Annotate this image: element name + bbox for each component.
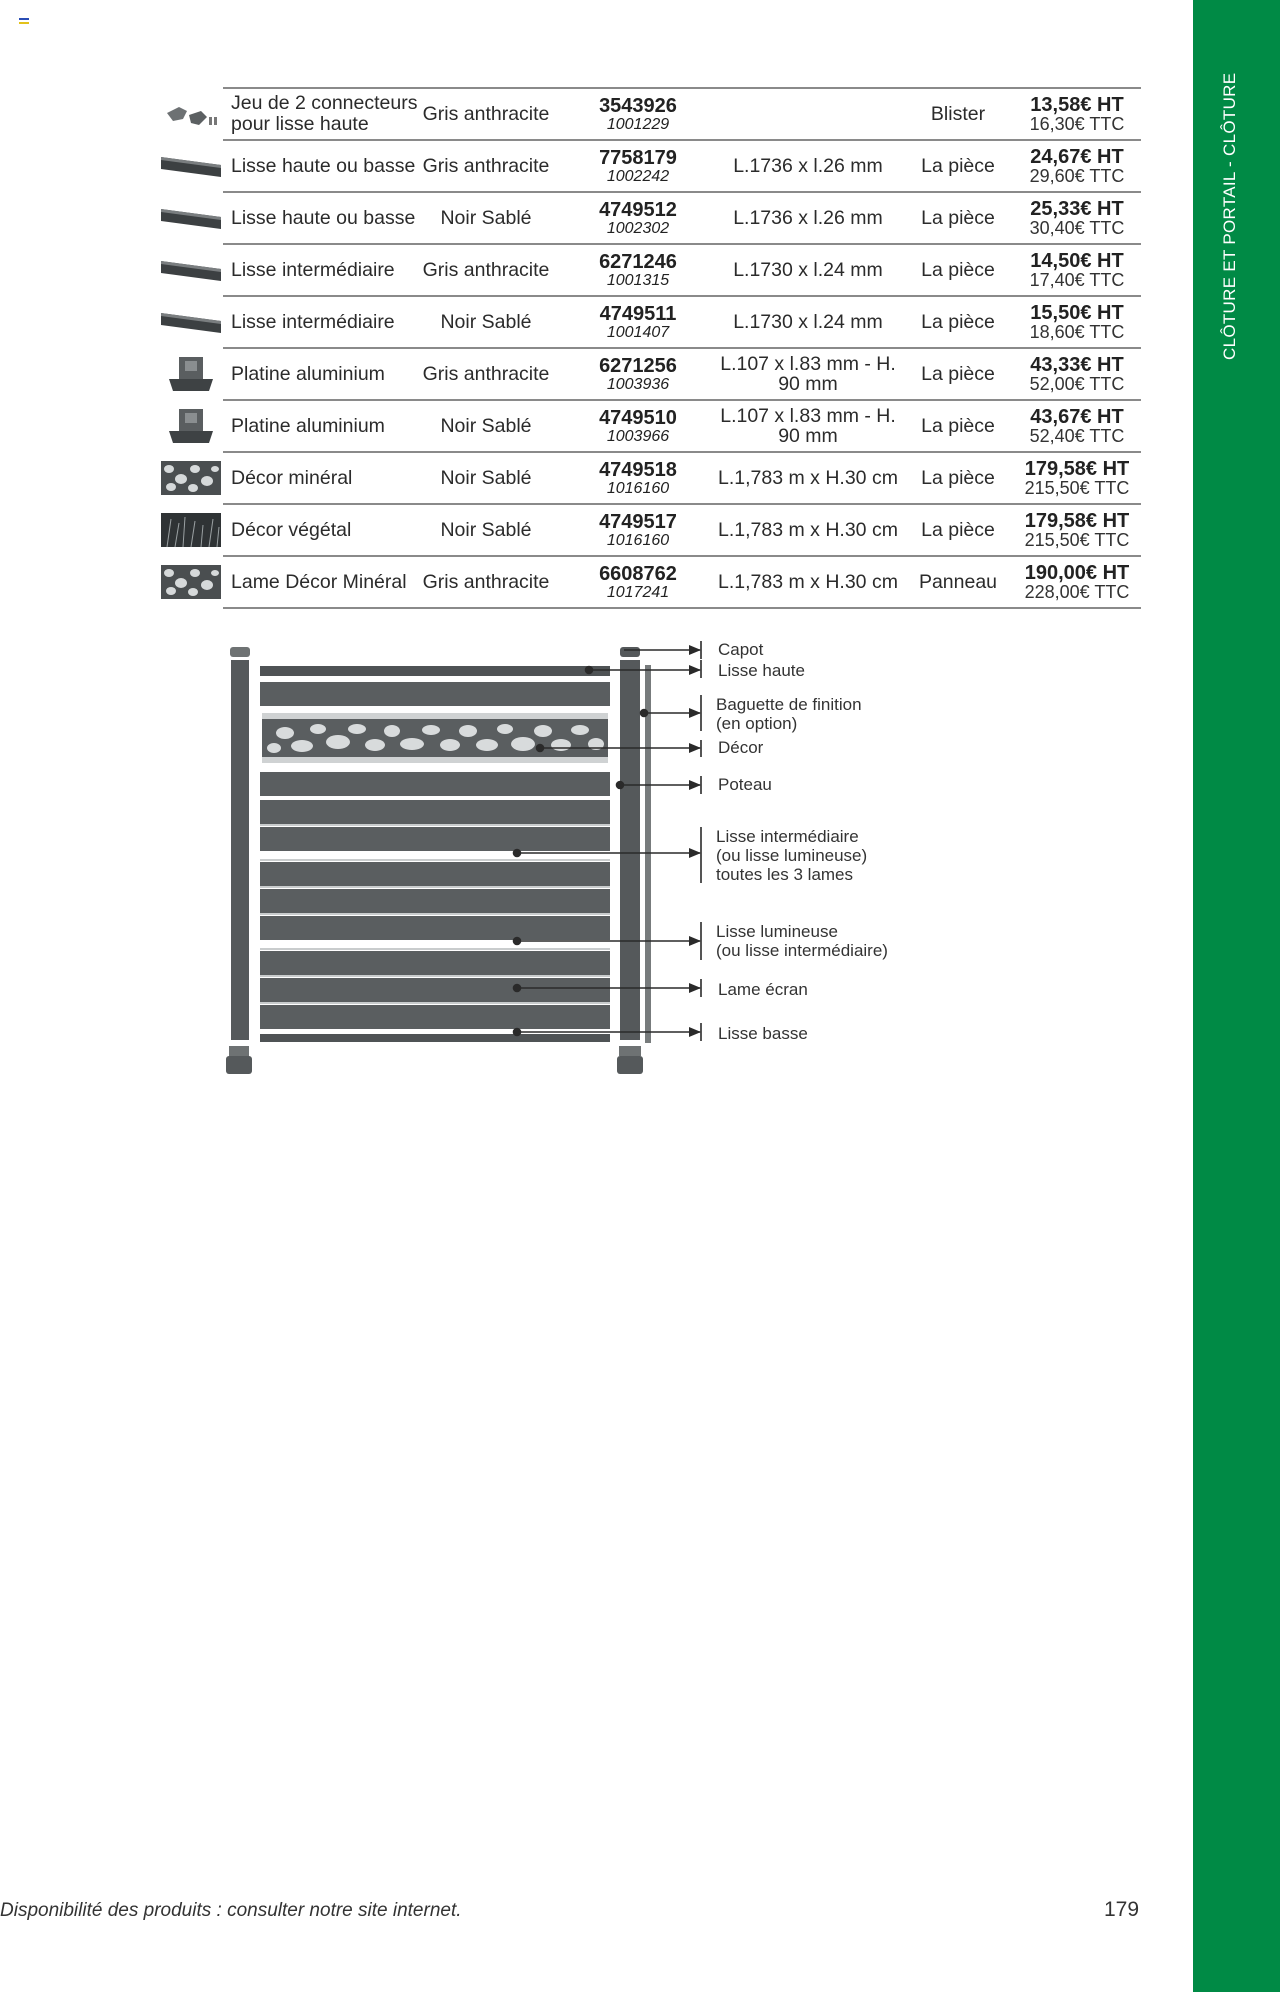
product-name: Lame Décor Minéral xyxy=(231,570,407,593)
sub-reference-code: 1003966 xyxy=(606,427,670,445)
product-name: Platine aluminium xyxy=(231,362,385,385)
price-ttc: 18,60€ TTC xyxy=(1029,321,1125,342)
sub-reference-code: 1016160 xyxy=(606,479,670,497)
fence-slat xyxy=(260,862,610,886)
sub-reference-code: 1017241 xyxy=(606,583,670,601)
label-poteau: Poteau xyxy=(718,775,772,794)
price-ttc: 52,00€ TTC xyxy=(1029,373,1125,394)
fence-slat xyxy=(260,951,610,975)
fence-slat xyxy=(260,827,610,851)
price-ht: 43,67€ HT xyxy=(1030,405,1124,428)
fence-slat xyxy=(260,800,610,824)
product-unit: La pièce xyxy=(921,414,995,437)
label-decor: Décor xyxy=(718,738,764,757)
price-ht: 13,58€ HT xyxy=(1030,93,1124,116)
price-ht: 14,50€ HT xyxy=(1030,249,1124,272)
product-name: Lisse haute ou basse xyxy=(231,154,416,177)
sub-reference-code: 1001315 xyxy=(606,271,670,289)
price-ttc: 228,00€ TTC xyxy=(1024,581,1130,602)
product-name: Lisse haute ou basse xyxy=(231,206,416,229)
left-post xyxy=(226,647,252,1074)
label-lisse-intermediaire: Lisse intermédiaire (ou lisse lumineuse) toutes les 3 lames xyxy=(716,827,868,884)
page-number: 179 xyxy=(1104,1898,1140,1921)
product-color: Noir Sablé xyxy=(440,414,532,437)
price-ttc: 17,40€ TTC xyxy=(1029,269,1125,290)
fence-slat xyxy=(260,682,610,706)
product-dimensions: L.107 x l.83 mm - H. 90 mm xyxy=(720,405,896,447)
slat-gap xyxy=(260,1002,610,1004)
fence-slat xyxy=(260,889,610,913)
product-color: Noir Sablé xyxy=(440,206,532,229)
product-dimensions: L.1730 x l.24 mm xyxy=(733,259,883,281)
product-unit: La pièce xyxy=(921,206,995,229)
label-capot: Capot xyxy=(718,640,764,659)
product-unit: La pièce xyxy=(921,154,995,177)
screen-slats xyxy=(260,772,610,1029)
label-lisse-haute: Lisse haute xyxy=(718,661,805,680)
product-name: Platine aluminium xyxy=(231,414,385,437)
slat-gap xyxy=(260,913,610,915)
price-ttc: 215,50€ TTC xyxy=(1024,529,1130,550)
product-color: Noir Sablé xyxy=(440,310,532,333)
product-color: Gris anthracite xyxy=(422,362,550,385)
product-unit: La pièce xyxy=(921,258,995,281)
product-name: Lisse intermédiaire xyxy=(231,310,395,333)
label-baguette: Baguette de finition (en option) xyxy=(716,695,862,733)
product-dimensions: L.1,783 m x H.30 cm xyxy=(718,519,898,541)
sub-reference-code: 1002242 xyxy=(606,167,670,185)
price-ht: 24,67€ HT xyxy=(1030,145,1124,168)
fence-slat xyxy=(260,978,610,1002)
reference-code: 6271246 xyxy=(599,250,677,273)
product-color: Noir Sablé xyxy=(440,466,532,489)
product-color: Gris anthracite xyxy=(422,154,550,177)
product-dimensions: L.1,783 m x H.30 cm xyxy=(718,467,898,489)
product-name: Décor végétal xyxy=(231,518,352,541)
sub-reference-code: 1001229 xyxy=(606,115,670,133)
label-lisse-lumineuse: Lisse lumineuse (ou lisse intermédiaire) xyxy=(716,922,888,960)
product-unit: Panneau xyxy=(918,570,998,593)
product-dimensions: L.1736 x l.26 mm xyxy=(733,155,883,177)
fence-slat xyxy=(260,1005,610,1029)
price-ht: 190,00€ HT xyxy=(1024,561,1130,584)
product-unit: La pièce xyxy=(921,518,995,541)
product-dimensions: L.1,783 m x H.30 cm xyxy=(718,571,898,593)
price-ttc: 29,60€ TTC xyxy=(1029,165,1125,186)
sub-reference-code: 1003936 xyxy=(606,375,670,393)
product-color: Gris anthracite xyxy=(422,258,550,281)
product-unit: La pièce xyxy=(921,466,995,489)
product-name: Jeu de 2 connecteurs pour lisse haute xyxy=(231,92,418,135)
fence-slat xyxy=(260,916,610,940)
price-ttc: 16,30€ TTC xyxy=(1029,113,1125,134)
slat-gap xyxy=(260,859,610,861)
product-unit: La pièce xyxy=(921,362,995,385)
sub-reference-code: 1016160 xyxy=(606,531,670,549)
slat-gap xyxy=(260,975,610,977)
label-lisse-basse: Lisse basse xyxy=(718,1024,808,1043)
product-unit: La pièce xyxy=(921,310,995,333)
price-ht: 43,33€ HT xyxy=(1030,353,1124,376)
fence-slat xyxy=(260,772,610,796)
reference-code: 4749518 xyxy=(599,458,677,481)
product-dimensions: L.1736 x l.26 mm xyxy=(733,207,883,229)
reference-code: 4749512 xyxy=(599,198,677,221)
slat-gap xyxy=(260,948,610,950)
reference-code: 4749511 xyxy=(599,302,677,325)
bottom-rail xyxy=(260,1034,610,1042)
product-color: Noir Sablé xyxy=(440,518,532,541)
product-name: Décor minéral xyxy=(231,466,353,489)
price-ht: 25,33€ HT xyxy=(1030,197,1124,220)
slat-gap xyxy=(260,824,610,826)
sub-reference-code: 1001407 xyxy=(606,323,670,341)
reference-code: 4749517 xyxy=(599,510,677,533)
price-ttc: 52,40€ TTC xyxy=(1029,425,1125,446)
top-rail xyxy=(260,666,610,676)
price-ttc: 215,50€ TTC xyxy=(1024,477,1130,498)
slat-gap xyxy=(260,886,610,888)
reference-code: 6271256 xyxy=(599,354,677,377)
price-ht: 15,50€ HT xyxy=(1030,301,1124,324)
product-color: Gris anthracite xyxy=(422,102,550,125)
reference-code: 4749510 xyxy=(599,406,677,429)
reference-code: 3543926 xyxy=(599,94,677,117)
price-ht: 179,58€ HT xyxy=(1024,457,1130,480)
product-unit: Blister xyxy=(930,102,986,125)
section-title: CLÔTURE ET PORTAIL - CLÔTURE xyxy=(1220,72,1239,360)
product-dimensions: L.107 x l.83 mm - H. 90 mm xyxy=(720,353,896,395)
price-ttc: 30,40€ TTC xyxy=(1029,217,1125,238)
price-ht: 179,58€ HT xyxy=(1024,509,1130,532)
label-lame-ecran: Lame écran xyxy=(718,980,808,999)
reference-code: 7758179 xyxy=(599,146,677,169)
product-name: Lisse intermédiaire xyxy=(231,258,395,281)
sub-reference-code: 1002302 xyxy=(606,219,670,237)
reference-code: 6608762 xyxy=(599,562,677,585)
product-dimensions: L.1730 x l.24 mm xyxy=(733,311,883,333)
decor-panel xyxy=(262,713,608,763)
product-color: Gris anthracite xyxy=(422,570,550,593)
availability-note: Disponibilité des produits : consulter notre site internet. xyxy=(0,1900,462,1921)
